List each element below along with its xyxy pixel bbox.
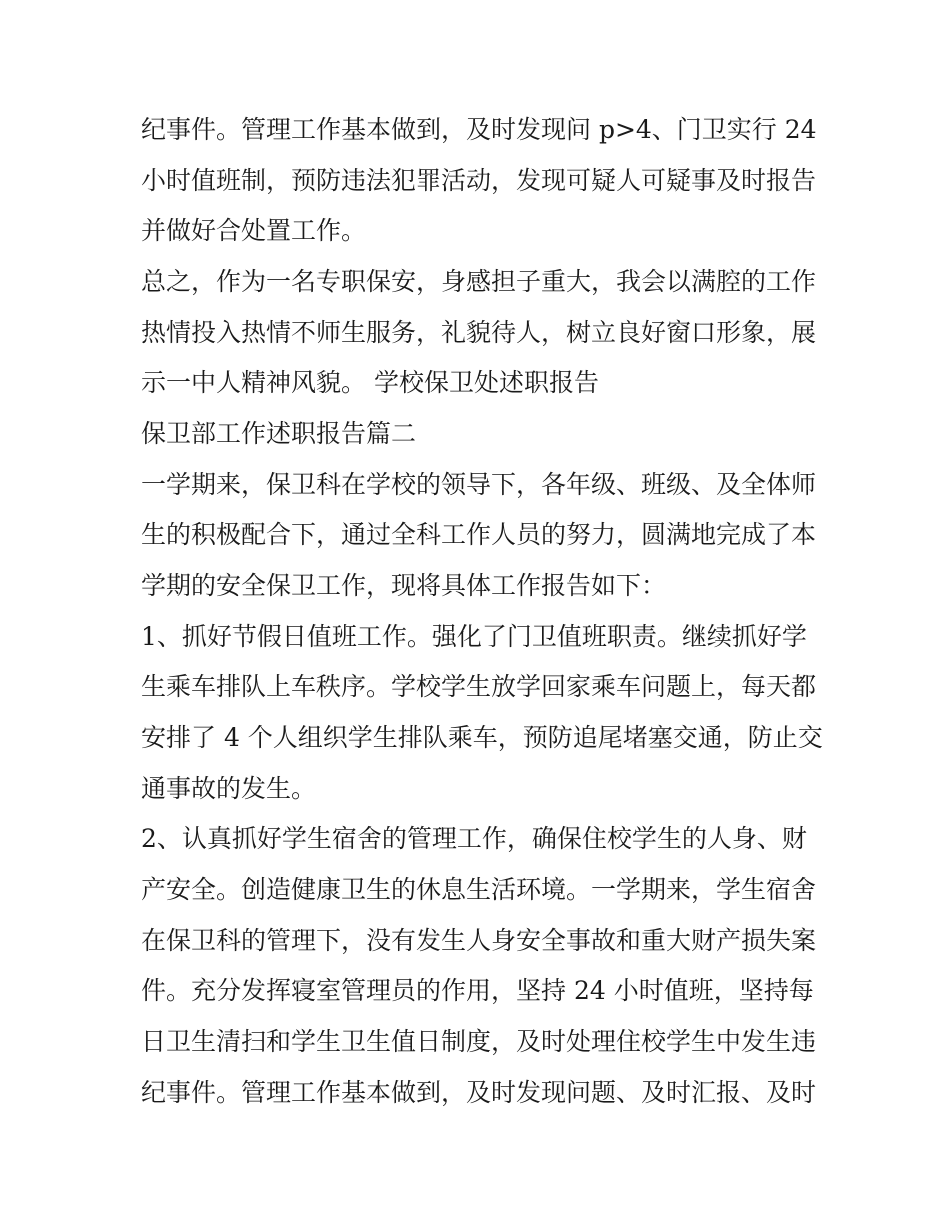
text-line: 2、认真抓好学生宿舍的管理工作，确保住校学生的人身、财 [141,824,807,853]
text-line: 生的积极配合下，通过全科工作人员的努力，圆满地完成了本 [141,520,817,549]
text-line: 示一中人精神风貌。 学校保卫处述职报告 [141,368,599,397]
text-line: 热情投入热情不师生服务，礼貌待人，树立良好窗口形象，展 [141,318,817,347]
text-line: 纪事件。管理工作基本做到，及时发现问 p>4、门卫实行 24 [141,115,817,144]
text-line: 在保卫科的管理下，没有发生人身安全事故和重大财产损失案 [141,926,817,955]
text-line: 一学期来，保卫科在学校的领导下，各年级、班级、及全体师 [141,470,817,499]
text-line: 生乘车排队上车秩序。学校学生放学回家乘车问题上，每天都 [141,672,817,701]
text-line: 安排了 4 个人组织学生排队乘车，预防追尾堵塞交通，防止交 [141,723,823,752]
text-line: 总之，作为一名专职保安，身感担子重大，我会以满腔的工作 [141,267,817,296]
text-line: 产安全。创造健康卫生的休息生活环境。一学期来，学生宿舍 [141,875,817,904]
text-line: 并做好合处置工作。 [141,216,367,245]
text-line: 件。充分发挥寝室管理员的作用，坚持 24 小时值班，坚持每 [141,976,814,1005]
text-line: 1、抓好节假日值班工作。强化了门卫值班职责。继续抓好学 [141,622,807,651]
text-line: 日卫生清扫和学生卫生值日制度，及时处理住校学生中发生违 [141,1027,817,1056]
text-line: 学期的安全保卫工作，现将具体工作报告如下： [141,571,667,600]
section-heading: 保卫部工作述职报告篇二 [141,419,417,448]
text-line: 小时值班制，预防违法犯罪活动，发现可疑人可疑事及时报告 [141,166,817,195]
text-line: 纪事件。管理工作基本做到，及时发现问题、及时汇报、及时 [141,1078,817,1107]
text-line: 通事故的发生。 [141,774,317,803]
